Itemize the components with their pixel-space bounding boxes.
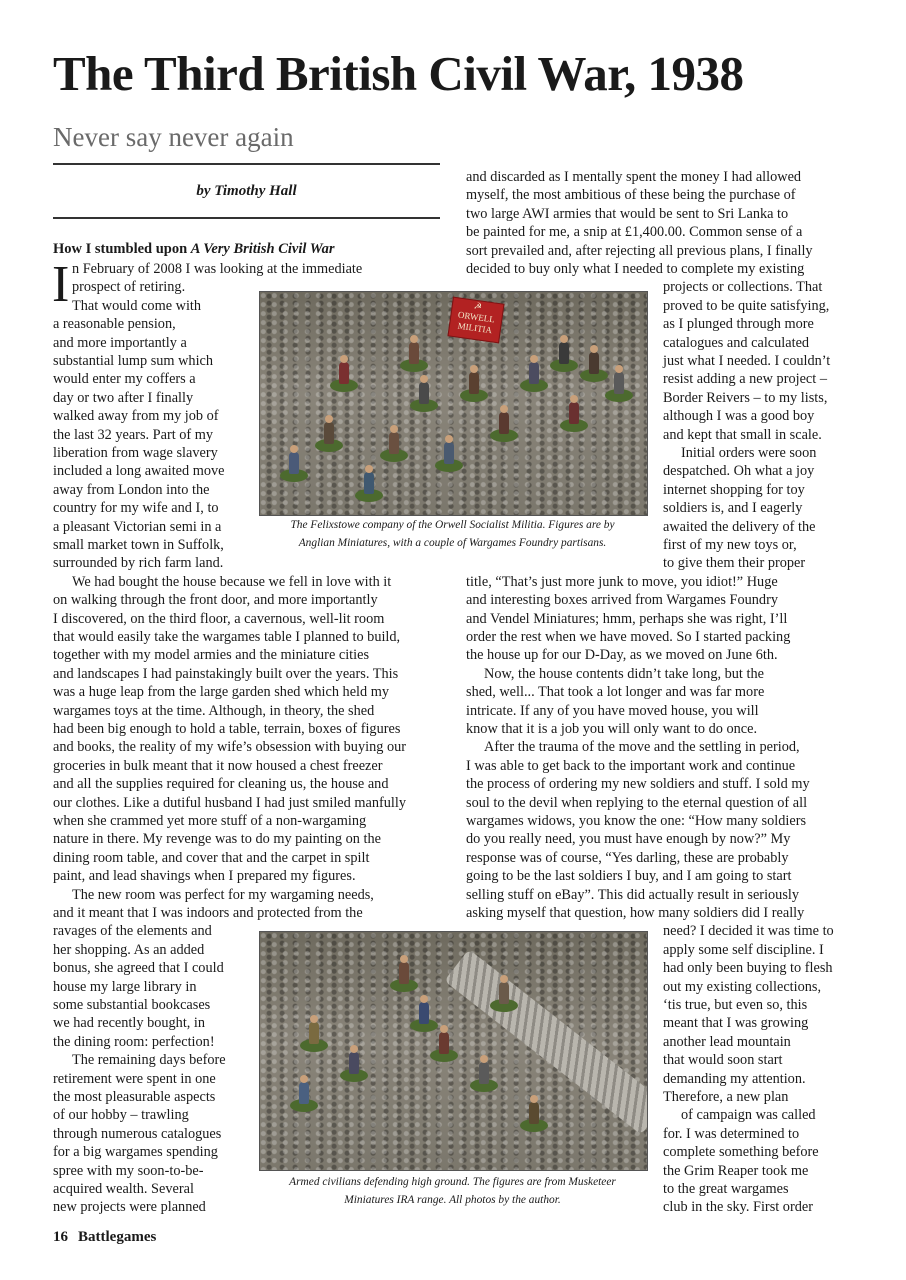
body-line: away from London into the xyxy=(53,481,210,498)
miniature-figure xyxy=(490,972,518,1012)
body-line: that would easily take the wargames table I planned to build, xyxy=(53,629,401,645)
body-line: wargames toys at the time. Although, in theory, the shed xyxy=(53,702,375,719)
body-line: liberation from wage slavery xyxy=(53,445,218,461)
body-line: that would soon start xyxy=(663,1052,783,1069)
miniature-figure xyxy=(435,432,463,472)
body-line: our clothes. Like a dutiful husband I had just smiled manfully xyxy=(53,794,406,811)
body-line: groceries in bulk meant that it now housed a chest freezer xyxy=(53,757,383,774)
body-line: n February of 2008 I was looking at the immediate xyxy=(72,261,363,277)
body-line: I was able to get back to the important work and continue xyxy=(466,757,796,774)
body-line: the most pleasurable aspects xyxy=(53,1089,216,1105)
body-line: After the trauma of the move and the settling in period, xyxy=(484,739,800,756)
body-line: ravages of the elements and xyxy=(53,923,212,940)
body-line: title, “That’s just more junk to move, you idiot!” Huge xyxy=(466,573,778,590)
miniature-figure xyxy=(520,1092,548,1132)
body-line: sort prevailed and, after rejecting all previous plans, I finally xyxy=(466,242,813,259)
body-line: demanding my attention. xyxy=(663,1070,806,1087)
body-line: Border Reivers – to my lists, xyxy=(663,389,828,406)
body-line: walked away from my job of xyxy=(53,408,219,425)
body-line: the house up for our D-Day, as we moved on June 6th. xyxy=(466,647,778,664)
body-line: for a big wargames spending xyxy=(53,1144,218,1161)
body-line: projects or collections. That xyxy=(663,279,823,296)
miniature-figure xyxy=(340,1042,368,1082)
body-line: some substantial bookcases xyxy=(53,997,211,1013)
body-line: ‘tis true, but even so, this xyxy=(663,997,808,1013)
miniature-figure xyxy=(315,412,343,452)
body-line: of our hobby – trawling xyxy=(53,1107,189,1124)
body-line: proved to be quite satisfying, xyxy=(663,297,830,314)
body-line: Initial orders were soon xyxy=(681,445,817,461)
miniature-figure xyxy=(300,1012,328,1052)
body-line: and discarded as I mentally spent the money I had allowed xyxy=(466,169,802,185)
miniature-figure xyxy=(290,1072,318,1112)
page-number: 16 xyxy=(53,1229,68,1245)
bottom-rule xyxy=(53,217,440,219)
body-line: two large AWI armies that would be sent to Sri Lanka to xyxy=(466,205,789,222)
body-line: a reasonable pension, xyxy=(53,316,176,333)
body-line: together with my model armies and the miniature cities xyxy=(53,647,370,664)
body-line: apply some self discipline. I xyxy=(663,941,824,958)
body-line: day or two after I finally xyxy=(53,389,194,406)
body-line: included a long awaited move xyxy=(53,463,225,480)
body-line: was a huge leap from the large garden shed which held my xyxy=(53,684,389,701)
body-line: and more importantly a xyxy=(53,334,187,351)
body-line: The new room was perfect for my wargaming needs, xyxy=(72,886,374,903)
body-line: as I plunged through more xyxy=(663,316,814,333)
body-line: just what I needed. I couldn’t xyxy=(663,353,831,369)
body-line: first of my new toys or, xyxy=(663,537,797,553)
body-line: surrounded by rich farm land. xyxy=(53,555,224,572)
body-line: awaited the delivery of the xyxy=(663,518,816,535)
body-line: the process of ordering my new soldiers and stuff. I sold my xyxy=(466,776,810,793)
body-line: do you really need, you must have enough by now?” My xyxy=(466,831,791,848)
miniature-figure xyxy=(355,462,383,502)
photo-civilians xyxy=(259,931,648,1171)
body-line: the last 32 years. Part of my xyxy=(53,426,214,443)
body-line: Now, the house contents didn’t take long, but the xyxy=(484,665,764,682)
body-line: her shopping. As an added xyxy=(53,941,205,958)
miniature-figure xyxy=(380,422,408,462)
body-line: soldiers is, and I eagerly xyxy=(663,500,803,517)
photo2-caption: Armed civilians defending high ground. The figures are from Musketeer Miniatures IRA range. All photos by the author. xyxy=(289,1176,616,1206)
miniature-figure xyxy=(410,372,438,412)
body-line: to the great wargames xyxy=(663,1181,789,1197)
body-line: We had bought the house because we fell in love with it xyxy=(72,573,392,590)
body-line: for. I was determined to xyxy=(663,1125,800,1142)
body-line: intricate. If any of you have moved house, you will xyxy=(466,702,759,719)
top-rule xyxy=(53,163,440,165)
body-line: would enter my coffers a xyxy=(53,371,196,388)
miniature-figure xyxy=(560,392,588,432)
body-line: the dining room: perfection! xyxy=(53,1033,215,1050)
body-line: bonus, she agreed that I could xyxy=(53,960,224,977)
body-line: wargames widows, you know the one: “How many soldiers xyxy=(466,813,807,829)
miniature-figure xyxy=(490,402,518,442)
body-line: The remaining days before xyxy=(72,1052,226,1069)
body-line: order the rest when we have moved. So I started packing xyxy=(466,629,791,645)
body-line: and kept that small in scale. xyxy=(663,426,822,443)
body-line: had only been buying to flesh xyxy=(663,960,833,977)
miniature-figure xyxy=(550,332,578,372)
body-line: another lead mountain xyxy=(663,1033,791,1050)
article-title: The Third British Civil War, 1938 xyxy=(53,46,744,101)
body-line: and all the supplies required for cleaning us, the house and xyxy=(53,776,389,793)
body-line: we had recently bought, in xyxy=(53,1015,206,1032)
body-line: catalogues and calculated xyxy=(663,334,810,351)
body-line: complete something before xyxy=(663,1144,819,1161)
page-footer xyxy=(53,1227,166,1247)
body-line: although I was a good boy xyxy=(663,408,815,425)
drop-cap: I xyxy=(52,256,70,313)
body-line: asking myself that question, how many soldiers did I really xyxy=(466,905,805,921)
body-line: need? I decided it was time to xyxy=(663,923,834,940)
body-line: prospect of retiring. xyxy=(72,279,186,296)
body-line: small market town in Suffolk, xyxy=(53,537,224,553)
militia-flag: ☭ ORWELL MILITIA xyxy=(447,297,504,344)
body-line: when she crammed yet more stuff of a non-wargaming xyxy=(53,813,367,829)
body-line: going to be the last soldiers I buy, and I am going to start xyxy=(466,868,792,885)
article-subtitle: Never say never again xyxy=(53,122,294,152)
body-line: club in the sky. First order xyxy=(663,1199,813,1216)
body-line: meant that I was growing xyxy=(663,1015,809,1032)
body-line: and it meant that I was indoors and protected from the xyxy=(53,905,363,921)
body-line: of campaign was called xyxy=(681,1107,816,1124)
body-line: myself, the most ambitious of these being the purchase of xyxy=(466,187,796,204)
body-line: retirement were spent in one xyxy=(53,1070,216,1087)
photo-militia xyxy=(259,291,648,516)
body-line: new projects were planned xyxy=(53,1199,206,1216)
byline: by Timothy Hall xyxy=(196,183,297,199)
miniature-figure xyxy=(280,442,308,482)
body-line: response was of course, “Yes darling, these are probably xyxy=(466,849,789,866)
miniature-figure xyxy=(460,362,488,402)
body-line: and landscapes I had painstakingly built over the years. This xyxy=(53,665,399,682)
body-line: dining room table, and cover that and the carpet in spilt xyxy=(53,849,370,866)
body-line: on walking through the front door, and more importantly xyxy=(53,592,378,609)
body-line: shed, well... That took a lot longer and was far more xyxy=(466,684,765,701)
miniature-figure xyxy=(605,362,633,402)
miniature-figure xyxy=(580,342,608,382)
body-line: acquired wealth. Several xyxy=(53,1181,194,1197)
body-line: internet shopping for toy xyxy=(663,481,805,498)
body-line: I discovered, on the third floor, a cavernous, well-lit room xyxy=(53,610,385,627)
body-line: Therefore, a new plan xyxy=(663,1089,789,1105)
body-line: the Grim Reaper took me xyxy=(663,1162,809,1179)
body-line: resist adding a new project – xyxy=(663,371,827,388)
miniature-figure xyxy=(400,332,428,372)
body-line: know that it is a job you will only want to do once. xyxy=(466,721,758,737)
magazine-name: Battlegames xyxy=(78,1229,157,1245)
body-line: decided to buy only what I needed to complete my existing xyxy=(466,261,805,277)
body-line: soul to the devil when replying to the eternal question of all xyxy=(466,794,808,811)
body-line: and Vendel Miniatures; hmm, perhaps she was right, I’ll xyxy=(466,610,788,627)
body-line: out my existing collections, xyxy=(663,978,822,995)
body-line: and books, the reality of my wife’s obsession with buying our xyxy=(53,739,407,756)
miniature-figure xyxy=(520,352,548,392)
body-line: paint, and lead shavings when I prepared my figures. xyxy=(53,868,356,885)
miniature-figure xyxy=(470,1052,498,1092)
body-line: substantial lump sum which xyxy=(53,353,214,369)
body-line: had been big enough to hold a table, terrain, boxes of figures xyxy=(53,721,401,737)
body-line: through numerous catalogues xyxy=(53,1125,222,1142)
body-line: and interesting boxes arrived from Wargames Foundry xyxy=(466,592,778,609)
body-line: selling stuff on eBay”. This did actually result in seriously xyxy=(466,886,800,903)
miniature-figure xyxy=(430,1022,458,1062)
body-line: be painted for me, a snip at £1,400.00. Common sense of a xyxy=(466,224,803,241)
body-line: nature in there. My revenge was to do my painting on the xyxy=(53,831,381,848)
miniature-figure xyxy=(330,352,358,392)
body-line: That would come with xyxy=(72,297,202,314)
miniature-figure xyxy=(390,952,418,992)
photo1-caption: The Felixstowe company of the Orwell Socialist Militia. Figures are by Anglian Miniatures, with a couple of Wargames Foundry partisans. xyxy=(290,519,615,549)
body-line: to give them their proper xyxy=(663,555,806,572)
body-line: a pleasant Victorian semi in a xyxy=(53,518,222,535)
body-line: country for my wife and I, to xyxy=(53,500,219,517)
body-line: spree with my soon-to-be- xyxy=(53,1162,204,1179)
section-heading: How I stumbled upon A Very British Civil War xyxy=(53,241,335,257)
body-line: house my large library in xyxy=(53,978,197,995)
body-line: despatched. Oh what a joy xyxy=(663,463,815,480)
